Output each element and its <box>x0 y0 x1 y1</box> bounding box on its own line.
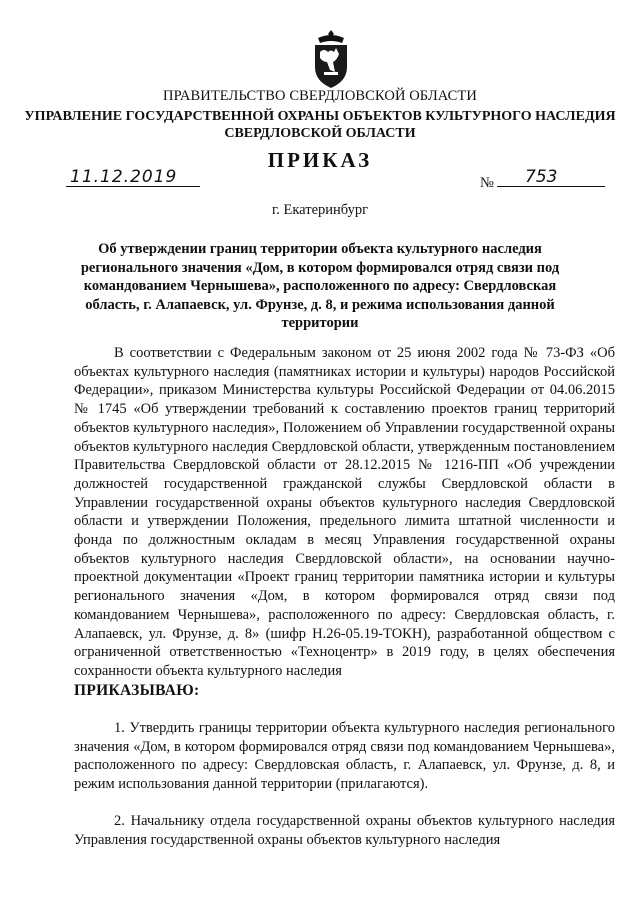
coat-of-arms-icon <box>306 28 356 90</box>
number-label: № <box>480 175 494 191</box>
government-name: ПРАВИТЕЛЬСТВО СВЕРДЛОВСКОЙ ОБЛАСТИ <box>163 88 477 104</box>
handwritten-date: 11.12.2019 <box>70 167 178 187</box>
date-field <box>66 167 200 187</box>
number-field <box>497 167 605 187</box>
order-heading: ПРИКАЗЫВАЮ: <box>74 682 200 699</box>
city: г. Екатеринбург <box>271 202 369 218</box>
department-name: УПРАВЛЕНИЕ ГОСУДАРСТВЕННОЙ ОХРАНЫ ОБЪЕКТОВ КУЛЬТУРНОГО НАСЛЕДИЯ СВЕРДЛОВСКОЙ ОБЛАСТИ <box>24 109 616 141</box>
order-subject: Об утверждении границ территории объекта культурного наследия регионального значения «Дом, в котором формировался отряд связи под командованием Чернышева», расположенного по адресу: Свердловская область, г. Алапаевск, ул. Фрунзе, д. 8, и режима использования данной территории <box>80 241 560 332</box>
order-item-1: 1. Утвердить границы территории объекта культурного наследия регионального значения «Дом, в котором формировался отряд связи под командованием Чернышева», расположенного по адресу: Свердловская область, г. Алапаевск, ул. Фрунзе, д. 8, и режим использования данной территории (прилагаются). <box>74 720 615 793</box>
preamble-paragraph: В соответствии с Федеральным законом от 25 июня 2002 года № 73-ФЗ «Об объектах культурного наследия (памятниках истории и культуры) народов Российской Федерации», приказом Министерства культуры Российской Федерации от 04.06.2015 № 1745 «Об утверждении требований к составлению проектов границ территорий объектов культурного наследия», Положением об Управлении государственной охраны объектов культурного наследия Свердловской области, утвержденным постановлением Правительства Свердловской области от 28.12.2015 № 1216-ПП «Об учреждении должностей государственной гражданской службы Свердловской области в Управлении государственной охраны объектов культурного наследия Свердловской области и утверждении Положения, предельного лимита штатной численности и фонда по должностным окладам в месяц Управления государственной охраны объектов культурного наследия Свердловской области», на основании научно-проектной документации «Проект границ территории памятника истории и культуры регионального значения «Дом, в котором формировался отряд связи под командованием Чернышева», расположенного по адресу: Свердловская область, г. Алапаевск, ул. Фрунзе, д. 8» (шифр Н.26-05.19-ТОКН), разработанной обществом с ограниченной ответственностью «Техноцентр» в 2019 году, в целях обеспечения сохранности объекта культурного наследия <box>74 345 615 679</box>
document-title: ПРИКАЗ <box>267 148 373 172</box>
handwritten-number: 753 <box>525 167 558 187</box>
order-item-2: 2. Начальнику отдела государственной охраны объектов культурного наследия Управления государственной охраны объектов культурного наследия <box>74 813 615 848</box>
